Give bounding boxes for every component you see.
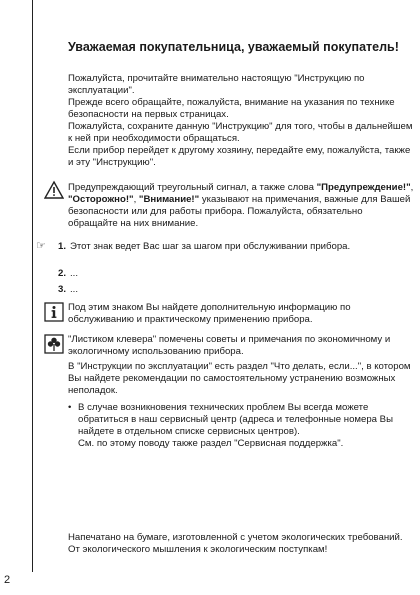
warning-sep-2: , — [133, 194, 139, 205]
warning-triangle-icon — [44, 180, 64, 200]
warning-paragraph — [68, 182, 414, 230]
intro-paragraph: Если прибор перейдет к другому хозяину, передайте ему, пожалуйста, также и эту "Инструкцию". — [68, 145, 411, 168]
warning-word-3: "Внимание!" — [138, 194, 200, 205]
info-text — [68, 302, 414, 326]
step-text: ... — [70, 268, 78, 279]
step-text: Этот знак ведет Вас шаг за шагом при обслуживании прибора. — [70, 241, 351, 252]
step-number: 1. — [58, 241, 67, 252]
info-paragraph: Под этим знаком Вы найдете дополнительную информацию по обслуживанию и практическому применению прибора. — [68, 302, 351, 325]
intro-paragraph: Прежде всего обращайте, пожалуйста, внимание на указания по технике безопасности на первых страницах. — [68, 97, 395, 120]
eco-text — [68, 334, 414, 397]
warning-text-before: Предупреждающий треугольный сигнал, а также слова — [68, 182, 317, 193]
warning-text-after: указывают на примечания, важные для Вашей безопасности или для работы прибора. Пожалуйста, обязательно обращайте на них внимание. — [68, 194, 411, 229]
eco-paragraph: "Листиком клевера" помечены советы и примечания по экономичному и экологичному использованию прибора. — [68, 334, 391, 357]
bullet-dot: • — [68, 402, 72, 413]
step-number: 2. — [58, 268, 67, 279]
info-icon — [44, 302, 64, 322]
intro-paragraph: Пожалуйста, сохраните данную "Инструкцию" для того, чтобы в дальнейшем к ней при необходимости обращаться. — [68, 121, 413, 144]
footer-line: От экологического мышления к экологическим поступкам! — [68, 544, 328, 555]
bullet-text-block — [78, 402, 414, 450]
warning-sep-1: , — [410, 182, 414, 193]
margin-rule — [32, 0, 33, 572]
warning-word-1: "Предупреждение!" — [316, 182, 411, 193]
step-text: ... — [70, 284, 78, 295]
intro-text — [68, 73, 414, 169]
page-number: 2 — [4, 574, 11, 586]
clover-icon — [44, 334, 64, 354]
warning-text — [68, 182, 414, 230]
bullet-note: См. по этому поводу также раздел "Сервисная поддержка". — [78, 438, 344, 449]
intro-paragraph: Пожалуйста, прочитайте внимательно настоящую "Инструкцию по эксплуатации". — [68, 73, 365, 96]
page-title: Уважаемая покупательница, уважаемый покупатель! — [68, 40, 399, 54]
bullet-text: В случае возникновения технических проблем Вы всегда можете обратиться в наш сервисный центр (адреса и телефонные номера Вы найдете в отдельном списке сервисных центров). — [78, 402, 393, 437]
eco-footer — [68, 532, 414, 556]
footer-line: Напечатано на бумаге, изготовленной с учетом экологических требований. — [68, 532, 403, 543]
warning-word-2: "Осторожно!" — [68, 194, 134, 205]
pointing-hand-icon: ☞ — [36, 240, 46, 252]
step-number: 3. — [58, 284, 67, 295]
eco-paragraph: В "Инструкции по эксплуатации" есть раздел "Что делать, если...", в котором Вы найдете рекомендации по самостоятельному устранению возможных неполадок. — [68, 361, 411, 396]
